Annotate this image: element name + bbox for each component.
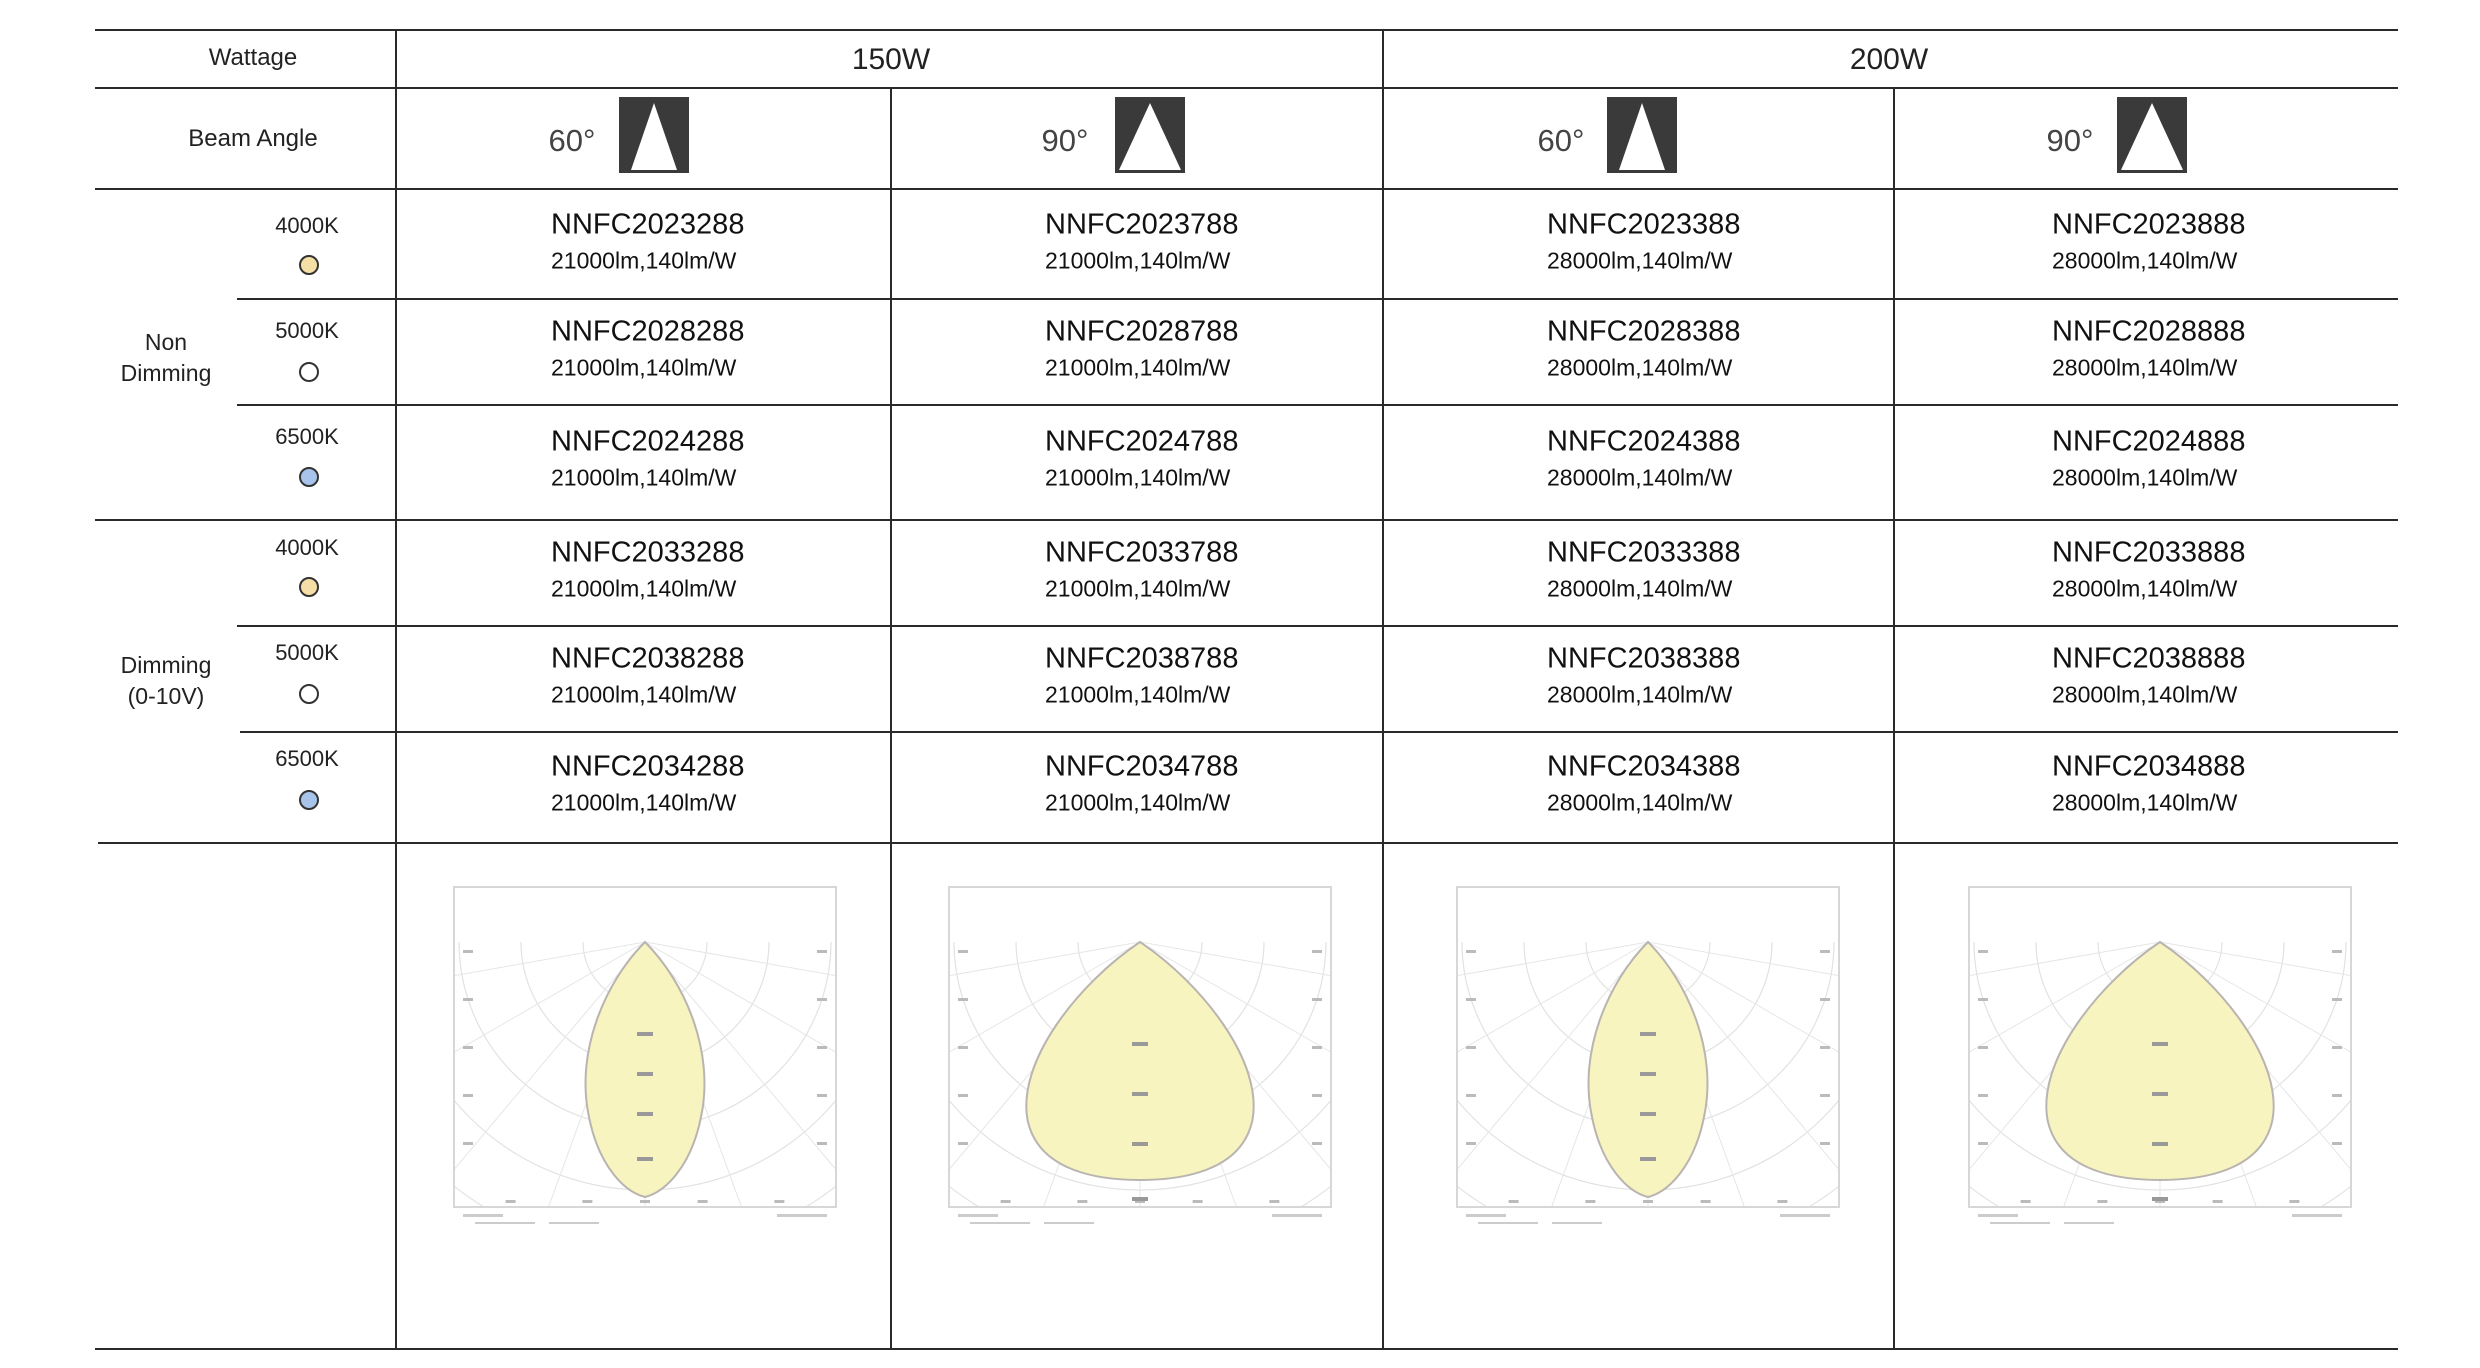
- table-rule: [95, 1348, 2398, 1350]
- product-code: NNFC2038788: [1045, 642, 1239, 675]
- lumen-output: 28000lm,140lm/W: [2052, 575, 2238, 602]
- table-rule: [237, 625, 2398, 627]
- product-code: NNFC2024388: [1547, 425, 1741, 458]
- product-code: NNFC2023388: [1547, 208, 1741, 241]
- group-label: [121, 327, 212, 389]
- lumen-output: 21000lm,140lm/W: [1045, 354, 1231, 381]
- product-code: NNFC2023788: [1045, 208, 1239, 241]
- table-rule: [95, 519, 2398, 521]
- cct-label: 4000K: [275, 213, 339, 238]
- beam-angle-value: 90°: [1041, 123, 1089, 158]
- color-temperature-dot: [299, 577, 319, 597]
- product-code: NNFC2034888: [2052, 750, 2246, 783]
- beam-angle-icon: [2117, 97, 2187, 173]
- lumen-output: 28000lm,140lm/W: [1547, 575, 1733, 602]
- lumen-output: 28000lm,140lm/W: [2052, 464, 2238, 491]
- beam-angle-value: 60°: [1537, 123, 1585, 158]
- group-label-line: (0-10V): [127, 683, 205, 709]
- lumen-output: 21000lm,140lm/W: [551, 681, 737, 708]
- table-rule: [95, 188, 2398, 190]
- beam-angle-icon: [619, 97, 689, 173]
- lumen-output: 21000lm,140lm/W: [551, 354, 737, 381]
- lumen-output: 28000lm,140lm/W: [1547, 789, 1733, 816]
- table-column-rule: [1893, 87, 1895, 1348]
- lumen-output: 28000lm,140lm/W: [2052, 247, 2238, 274]
- color-temperature-dot: [299, 362, 319, 382]
- product-code: NNFC2024288: [551, 425, 745, 458]
- table-rule: [237, 404, 2398, 406]
- lumen-output: 21000lm,140lm/W: [1045, 247, 1231, 274]
- product-code: NNFC2034288: [551, 750, 745, 783]
- lumen-output: 28000lm,140lm/W: [1547, 354, 1733, 381]
- group-label: [121, 650, 212, 712]
- color-temperature-dot: [299, 684, 319, 704]
- cct-label: 6500K: [275, 424, 339, 449]
- lumen-output: 21000lm,140lm/W: [1045, 464, 1231, 491]
- lumen-output: 21000lm,140lm/W: [551, 575, 737, 602]
- color-temperature-dot: [299, 467, 319, 487]
- cct-label: 4000K: [275, 535, 339, 560]
- beam-angle-value: 60°: [548, 123, 596, 158]
- table-rule: [98, 842, 2398, 844]
- table-rule: [95, 29, 2398, 31]
- product-code: NNFC2028788: [1045, 315, 1239, 348]
- color-temperature-dot: [299, 255, 319, 275]
- table-rule: [95, 87, 2398, 89]
- product-code: NNFC2023288: [551, 208, 745, 241]
- lumen-output: 21000lm,140lm/W: [1045, 789, 1231, 816]
- table-rule: [240, 731, 2398, 733]
- cct-label: 5000K: [275, 640, 339, 665]
- light-distribution-diagram: [1968, 886, 2352, 1251]
- cct-label: 6500K: [275, 746, 339, 771]
- beam-angle-header: Beam Angle: [188, 125, 318, 152]
- lumen-output: 21000lm,140lm/W: [551, 789, 737, 816]
- product-code: NNFC2024788: [1045, 425, 1239, 458]
- cct-label: 5000K: [275, 318, 339, 343]
- wattage-150w: 150W: [851, 43, 931, 76]
- product-code: NNFC2033388: [1547, 536, 1741, 569]
- table-column-rule: [890, 87, 892, 1348]
- lumen-output: 28000lm,140lm/W: [2052, 354, 2238, 381]
- product-code: NNFC2033888: [2052, 536, 2246, 569]
- product-code: NNFC2038388: [1547, 642, 1741, 675]
- lumen-output: 21000lm,140lm/W: [551, 247, 737, 274]
- table-rule: [237, 298, 2398, 300]
- beam-angle-icon: [1115, 97, 1185, 173]
- lumen-output: 28000lm,140lm/W: [2052, 681, 2238, 708]
- lumen-output: 28000lm,140lm/W: [1547, 464, 1733, 491]
- product-code: NNFC2033288: [551, 536, 745, 569]
- product-code: NNFC2028288: [551, 315, 745, 348]
- product-code: NNFC2034388: [1547, 750, 1741, 783]
- product-code: NNFC2033788: [1045, 536, 1239, 569]
- product-code: NNFC2038288: [551, 642, 745, 675]
- wattage-200w: 200W: [1849, 43, 1929, 76]
- light-distribution-diagram: [1456, 886, 1840, 1251]
- lumen-output: 21000lm,140lm/W: [551, 464, 737, 491]
- product-code: NNFC2023888: [2052, 208, 2246, 241]
- product-code: NNFC2028388: [1547, 315, 1741, 348]
- beam-angle-icon: [1607, 97, 1677, 173]
- wattage-header: Wattage: [208, 44, 298, 71]
- table-column-rule: [1382, 29, 1384, 1348]
- product-code: NNFC2034788: [1045, 750, 1239, 783]
- lumen-output: 28000lm,140lm/W: [1547, 681, 1733, 708]
- lumen-output: 28000lm,140lm/W: [1547, 247, 1733, 274]
- product-code: NNFC2038888: [2052, 642, 2246, 675]
- product-code: NNFC2028888: [2052, 315, 2246, 348]
- light-distribution-diagram: [948, 886, 1332, 1251]
- group-label-line: Non: [144, 329, 188, 355]
- light-distribution-diagram: [453, 886, 837, 1251]
- lumen-output: 21000lm,140lm/W: [1045, 575, 1231, 602]
- product-code: NNFC2024888: [2052, 425, 2246, 458]
- lumen-output: 21000lm,140lm/W: [1045, 681, 1231, 708]
- group-label-line: Dimming: [120, 652, 212, 678]
- color-temperature-dot: [299, 790, 319, 810]
- group-label-line: Dimming: [120, 360, 212, 386]
- table-column-rule: [395, 29, 397, 1348]
- beam-angle-value: 90°: [2046, 123, 2094, 158]
- lumen-output: 28000lm,140lm/W: [2052, 789, 2238, 816]
